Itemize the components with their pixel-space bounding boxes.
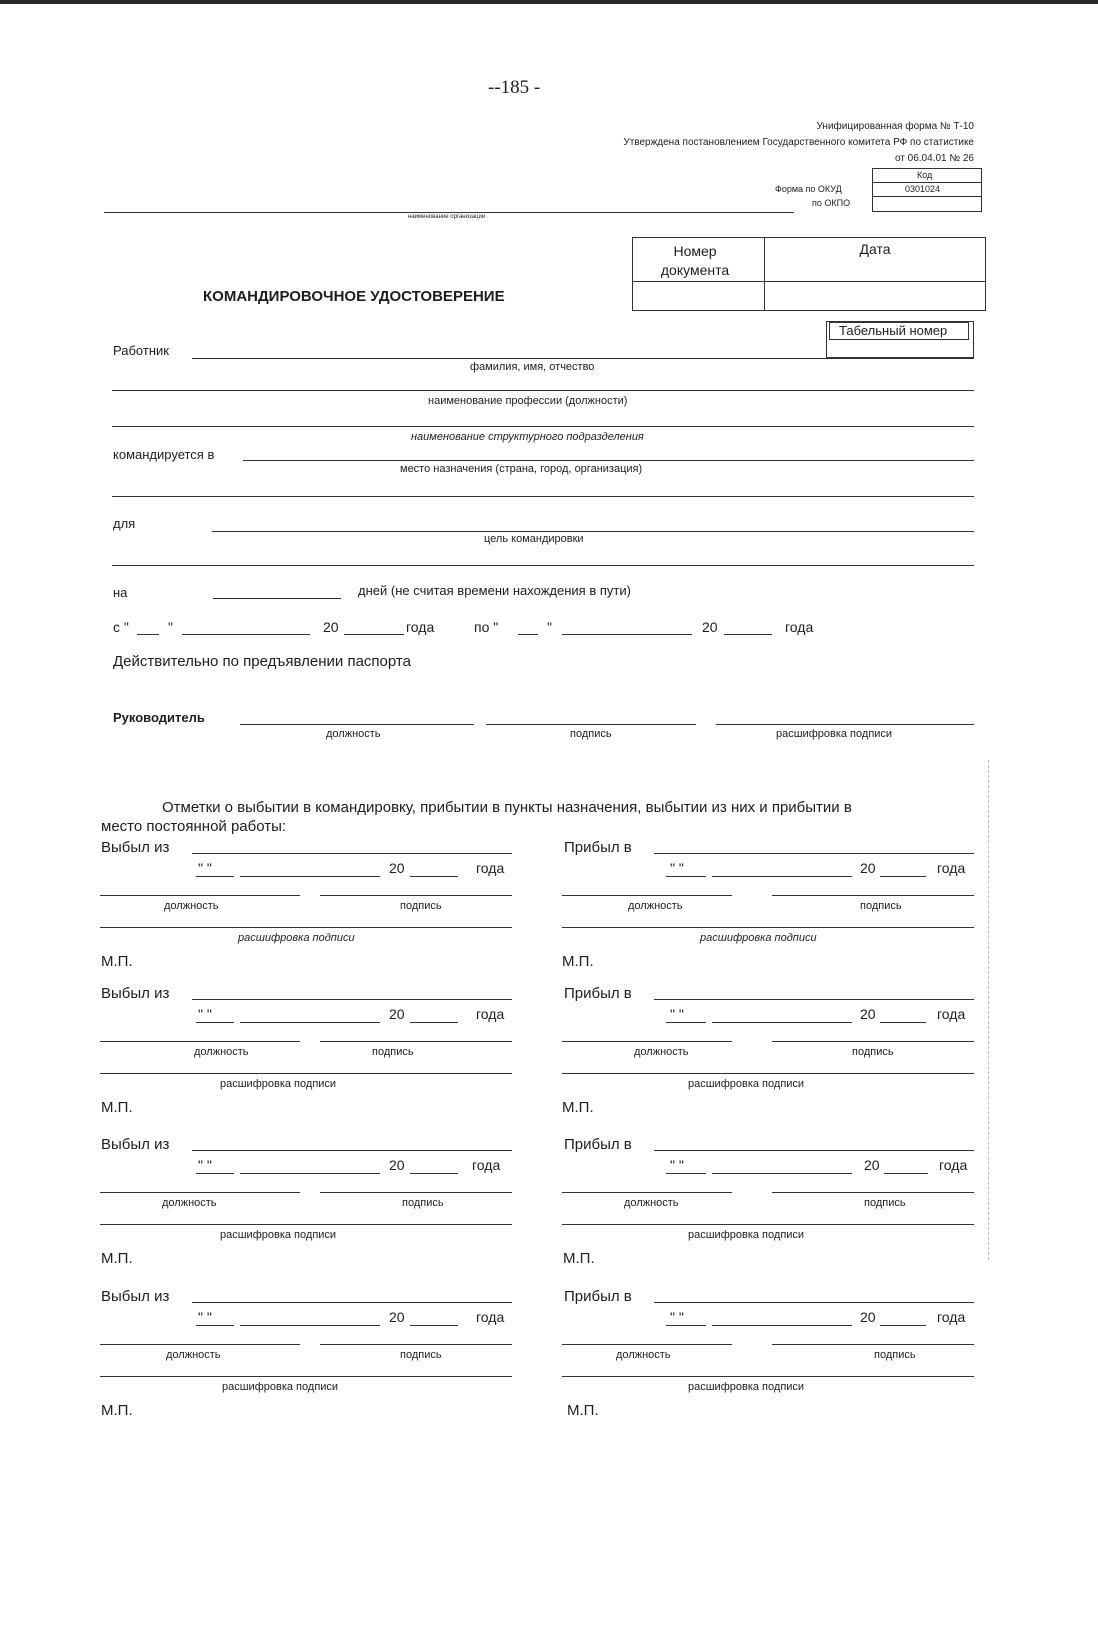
destination-caption: место назначения (страна, город, организация) bbox=[400, 463, 643, 475]
okpo-label: по ОКПО bbox=[812, 198, 851, 208]
arrival-block-4: Прибыл в " " 20 года должность подпись расшифровка подписи М.П. bbox=[562, 1287, 1002, 1437]
doc-date-header: Дата bbox=[859, 241, 891, 257]
departed-label: Выбыл из bbox=[101, 839, 170, 856]
purpose-caption: цель командировки bbox=[484, 533, 584, 545]
arrival-block-3: Прибыл в " " 20 года должность подпись расшифровка подписи М.П. bbox=[562, 1135, 1002, 1285]
org-caption: наименование организации bbox=[408, 214, 486, 220]
manager-label: Руководитель bbox=[113, 710, 205, 725]
manager-signature-caption: подпись bbox=[570, 728, 612, 740]
page-number: --185 - bbox=[488, 77, 541, 98]
stamp-label: М.П. bbox=[101, 953, 133, 970]
manager-decoding-caption: расшифровка подписи bbox=[776, 728, 893, 740]
employee-label: Работник bbox=[113, 343, 169, 358]
departure-block-4: Выбыл из " " 20 года должность подпись расшифровка подписи М.П. bbox=[100, 1287, 540, 1437]
arrival-block-1: Прибыл в " " 20 года должность подпись расшифровка подписи М.П. bbox=[562, 838, 1002, 988]
departure-block-3: Выбыл из " " 20 года должность подпись расшифровка подписи М.П. bbox=[100, 1135, 540, 1285]
form-line: Унифицированная форма № Т-10 bbox=[816, 121, 974, 132]
departure-block-1: Выбыл из " " 20 года должность подпись расшифровка подписи М.П. bbox=[100, 838, 540, 988]
approved-line: Утверждена постановлением Государственного комитета РФ по статистике bbox=[623, 137, 974, 148]
division-caption: наименование структурного подразделения bbox=[411, 431, 644, 443]
code-header: Код bbox=[917, 170, 933, 180]
arrival-block-2: Прибыл в " " 20 года должность подпись расшифровка подписи М.П. bbox=[562, 984, 1002, 1134]
doc-number-header: Номер документа bbox=[660, 243, 730, 278]
marks-text-line1: Отметки о выбытии в командировку, прибытии в пункты назначения, выбытии из них и прибытии в bbox=[162, 799, 852, 816]
scan-edge-mark bbox=[988, 760, 989, 1260]
for-label: для bbox=[113, 516, 136, 531]
marks-text-line2: место постоянной работы: bbox=[101, 818, 287, 835]
org-name-line bbox=[104, 212, 794, 213]
to-label: по " bbox=[474, 619, 499, 635]
arrived-label: Прибыл в bbox=[564, 839, 632, 856]
approval-date-line: от 06.04.01 № 26 bbox=[894, 153, 974, 164]
okud-code: 0301024 bbox=[905, 184, 941, 194]
manager-position-caption: должность bbox=[326, 728, 381, 740]
profession-caption: наименование профессии (должности) bbox=[428, 395, 628, 407]
document-title: КОМАНДИРОВОЧНОЕ УДОСТОВЕРЕНИЕ bbox=[203, 288, 505, 305]
tab-number-label: Табельный номер bbox=[839, 323, 948, 338]
from-label: с " bbox=[113, 619, 129, 635]
okud-label: Форма по ОКУД bbox=[775, 184, 842, 194]
valid-with-passport-text: Действительно по предъявлении паспорта bbox=[113, 653, 411, 670]
on-label: на bbox=[113, 585, 128, 600]
sent-to-label: командируется в bbox=[113, 447, 215, 462]
fio-caption: фамилия, имя, отчество bbox=[470, 361, 595, 373]
departure-block-2: Выбыл из " " 20 года должность подпись расшифровка подписи М.П. bbox=[100, 984, 540, 1134]
days-text: дней (не считая времени нахождения в пути) bbox=[358, 583, 631, 598]
scan-top-border bbox=[0, 0, 1098, 4]
